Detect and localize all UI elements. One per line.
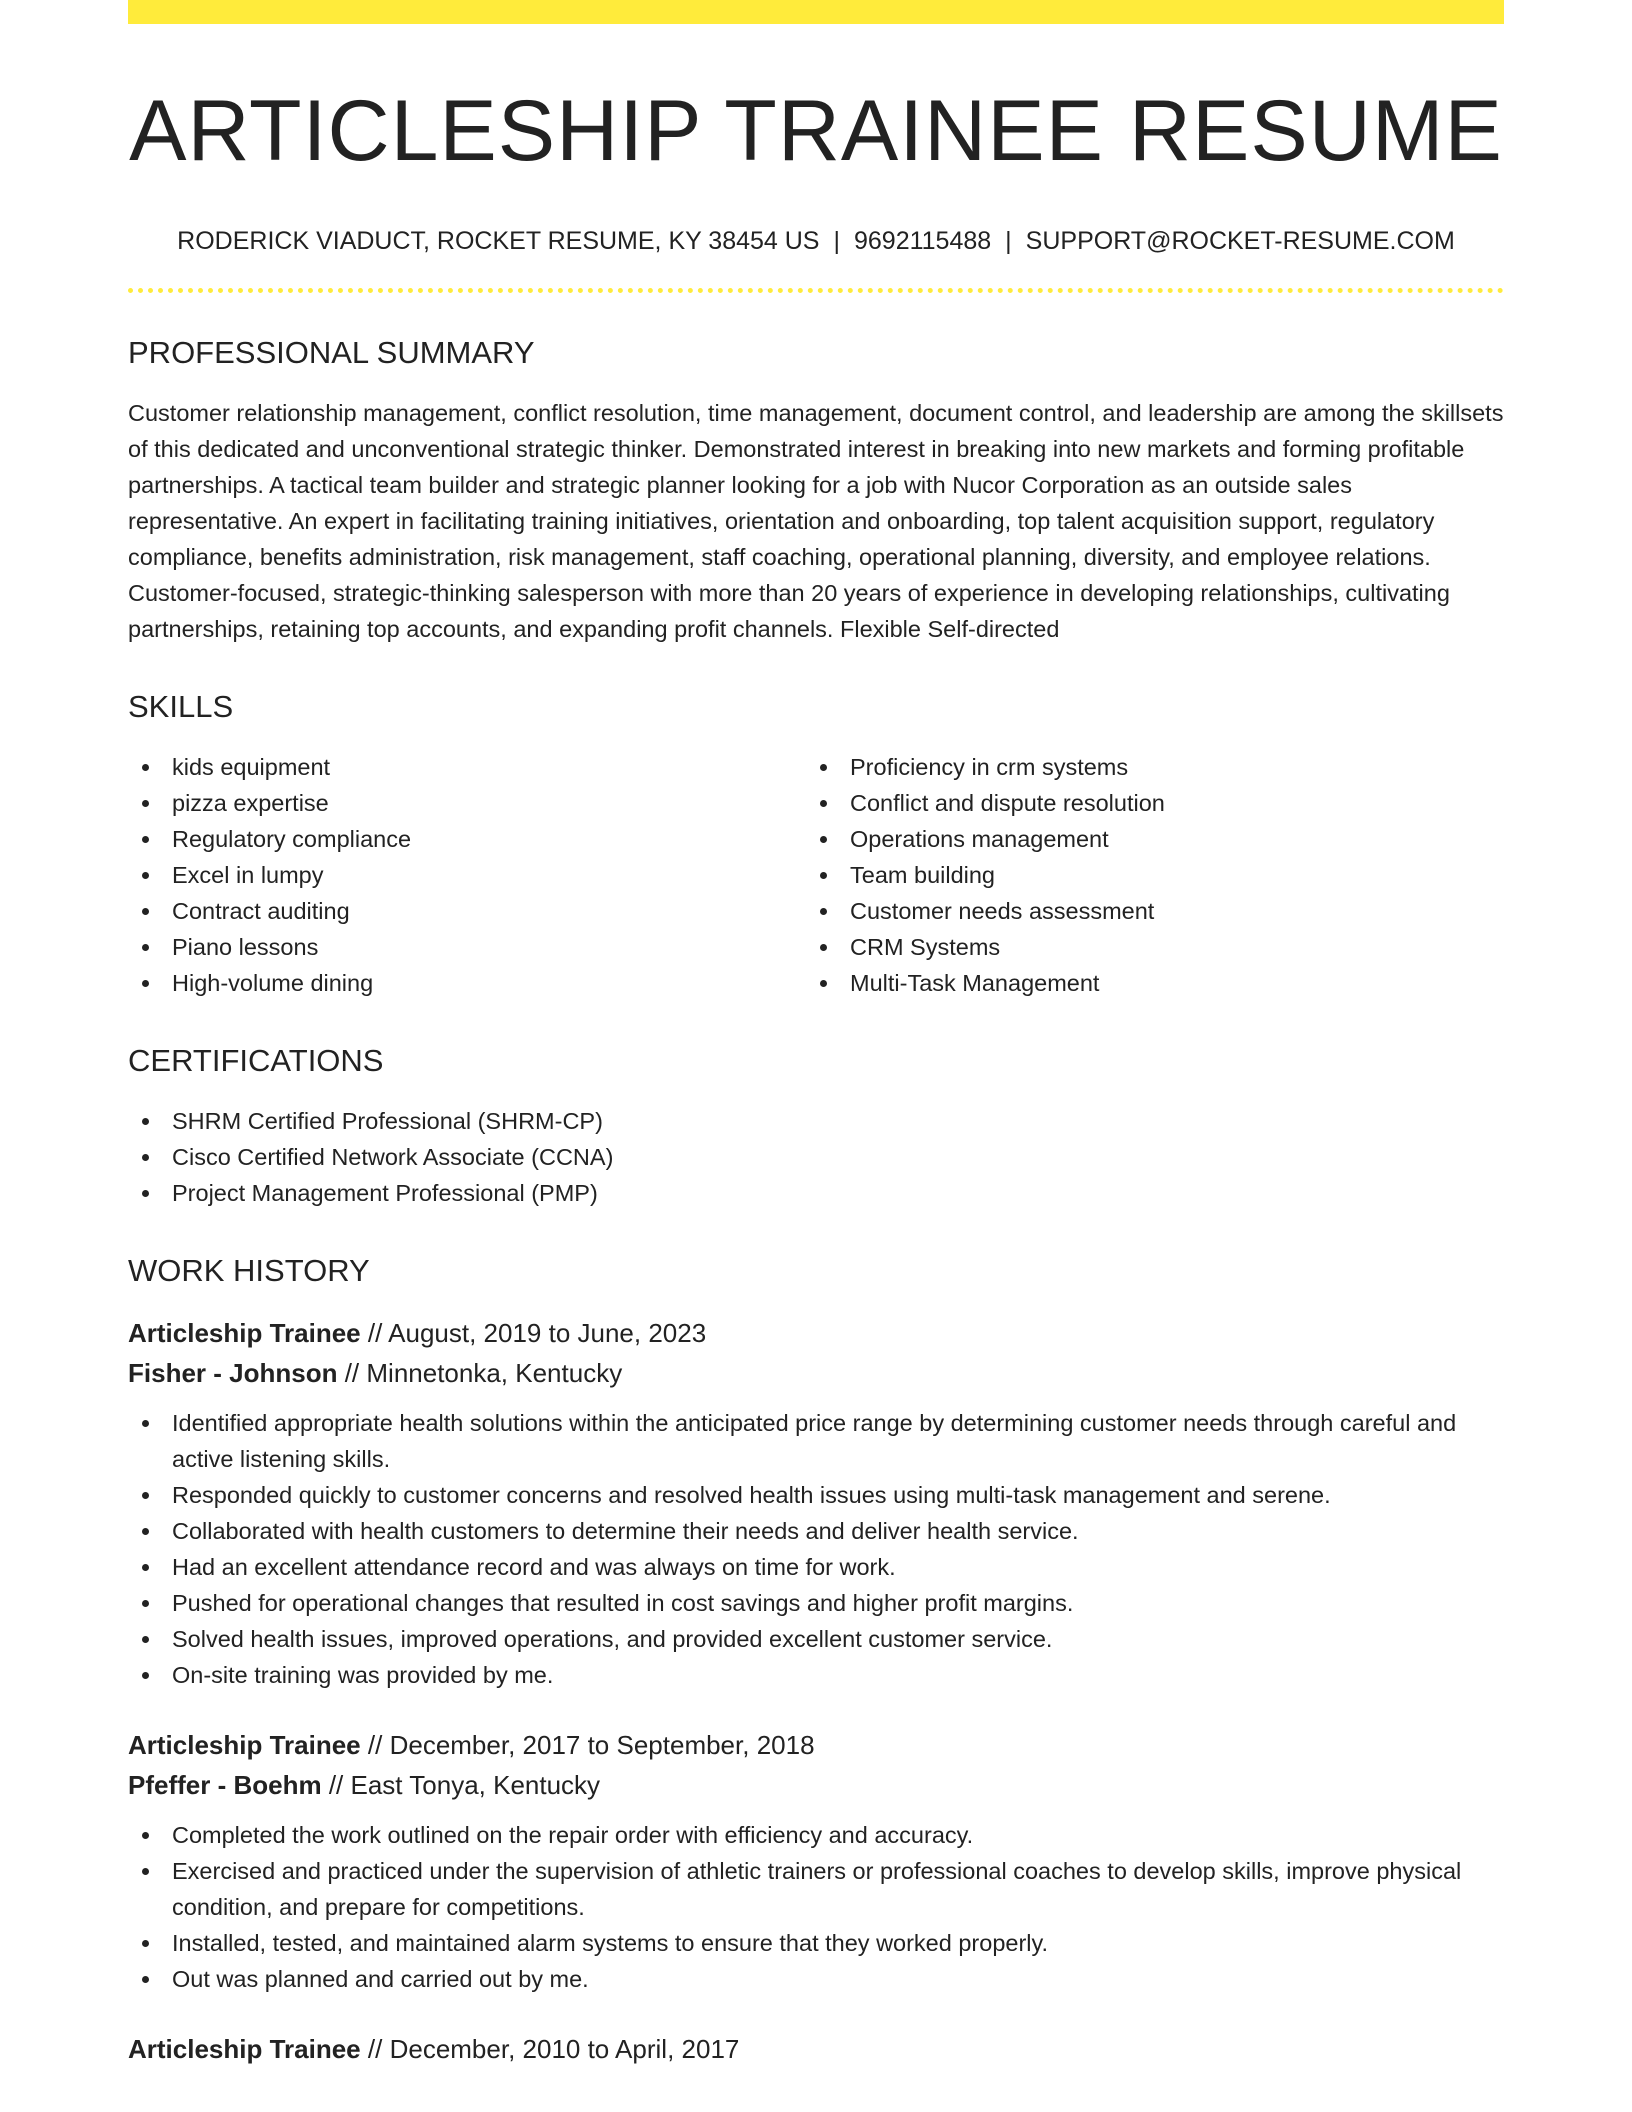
contact-address: RODERICK VIADUCT, ROCKET RESUME, KY 38454 US xyxy=(177,226,820,255)
skill-item: Proficiency in crm systems xyxy=(806,749,1484,785)
skill-item: Regulatory compliance xyxy=(128,821,806,857)
job-duty: Installed, tested, and maintained alarm systems to ensure that they worked properly. xyxy=(128,1925,1504,1961)
skills-heading: SKILLS xyxy=(128,688,234,724)
skills-list-right xyxy=(806,749,1484,1001)
summary-heading: PROFESSIONAL SUMMARY xyxy=(128,334,535,370)
skill-item: Multi-Task Management xyxy=(806,965,1484,1001)
work-history-heading: WORK HISTORY xyxy=(128,1252,370,1288)
job-separator: // xyxy=(367,2033,383,2064)
job-title-line xyxy=(128,1725,1504,1765)
contact-phone: 9692115488 xyxy=(853,226,992,255)
resume-title: ARTICLESHIP TRAINEE RESUME xyxy=(129,83,1503,179)
job-title: Articleship Trainee xyxy=(128,1729,361,1760)
job-duties-list xyxy=(128,1817,1504,1997)
skill-item: Piano lessons xyxy=(128,929,806,965)
certification-item: SHRM Certified Professional (SHRM-CP) xyxy=(128,1103,1504,1139)
skill-item: kids equipment xyxy=(128,749,806,785)
skills-columns xyxy=(128,749,1504,1001)
job-dates: December, 2010 to April, 2017 xyxy=(389,2033,740,2064)
job-dates: December, 2017 to September, 2018 xyxy=(389,1729,815,1760)
job-company: Pfeffer - Boehm xyxy=(128,1769,322,1800)
skill-item: CRM Systems xyxy=(806,929,1484,965)
job-duty: Out was planned and carried out by me. xyxy=(128,1961,1504,1997)
certifications-list xyxy=(128,1103,1504,1211)
contact-separator: | xyxy=(1005,226,1012,255)
accent-bar xyxy=(128,0,1504,24)
resume-page xyxy=(128,0,1504,2069)
skills-list-left xyxy=(128,749,806,1001)
skill-item: pizza expertise xyxy=(128,785,806,821)
job-company: Fisher - Johnson xyxy=(128,1357,338,1388)
skill-item: Contract auditing xyxy=(128,893,806,929)
job-duty: Exercised and practiced under the supervision of athletic trainers or professional coaches to develop skills, improve physical condition, and prepare for competitions. xyxy=(128,1853,1504,1925)
skill-item: Team building xyxy=(806,857,1484,893)
job-company-line xyxy=(128,1765,1504,1805)
job-duty: Identified appropriate health solutions within the anticipated price range by determining customer needs through careful and active listening skills. xyxy=(128,1405,1504,1477)
job-duty: Solved health issues, improved operations, and provided excellent customer service. xyxy=(128,1621,1504,1657)
job-duties-list xyxy=(128,1405,1504,1693)
dotted-divider xyxy=(128,288,1504,293)
job-title-line xyxy=(128,2029,1504,2069)
job-title-line xyxy=(128,1313,1504,1353)
skill-item: Operations management xyxy=(806,821,1484,857)
job-separator: // xyxy=(328,1769,344,1800)
skill-item: Conflict and dispute resolution xyxy=(806,785,1484,821)
job-title: Articleship Trainee xyxy=(128,2033,361,2064)
job-duty: Collaborated with health customers to determine their needs and deliver health service. xyxy=(128,1513,1504,1549)
job-title: Articleship Trainee xyxy=(128,1317,361,1348)
job-entry xyxy=(128,1313,1504,1693)
job-company-line xyxy=(128,1353,1504,1393)
contact-line xyxy=(128,227,1504,256)
job-duty: Completed the work outlined on the repair order with efficiency and accuracy. xyxy=(128,1817,1504,1853)
summary-text: Customer relationship management, conflict resolution, time management, document control, and leadership are among the skillsets of this dedicated and unconventional strategic thinker. Demonstrated interest in breaking into new markets and forming profitable partnerships. A tactical team builder and strategic planner looking for a job with Nucor Corporation as an outside sales representative. An expert in facilitating training initiatives, orientation and onboarding, top talent acquisition support, regulatory compliance, benefits administration, risk management, staff coaching, operational planning, diversity, and employee relations. Customer-focused, strategic-thinking salesperson with more than 20 years of experience in developing relationships, cultivating partnerships, retaining top accounts, and expanding profit channels. Flexible Self-directed xyxy=(128,399,1504,642)
job-entry xyxy=(128,2029,1504,2069)
job-duty: On-site training was provided by me. xyxy=(128,1657,1504,1693)
certification-item: Cisco Certified Network Associate (CCNA) xyxy=(128,1139,1504,1175)
job-entry xyxy=(128,1725,1504,1997)
job-separator: // xyxy=(367,1729,383,1760)
job-duty: Pushed for operational changes that resulted in cost savings and higher profit margins. xyxy=(128,1585,1504,1621)
job-separator: // xyxy=(367,1317,383,1348)
skill-item: Excel in lumpy xyxy=(128,857,806,893)
job-location: Minnetonka, Kentucky xyxy=(366,1357,623,1388)
job-location: East Tonya, Kentucky xyxy=(350,1769,601,1800)
contact-email: SUPPORT@ROCKET-RESUME.COM xyxy=(1025,226,1455,255)
job-duty: Had an excellent attendance record and was always on time for work. xyxy=(128,1549,1504,1585)
job-separator: // xyxy=(344,1357,360,1388)
certifications-heading: CERTIFICATIONS xyxy=(128,1042,384,1078)
job-dates: August, 2019 to June, 2023 xyxy=(388,1317,707,1348)
skill-item: High-volume dining xyxy=(128,965,806,1001)
job-duty: Responded quickly to customer concerns and resolved health issues using multi-task management and serene. xyxy=(128,1477,1504,1513)
certification-item: Project Management Professional (PMP) xyxy=(128,1175,1504,1211)
skill-item: Customer needs assessment xyxy=(806,893,1484,929)
contact-separator: | xyxy=(833,226,840,255)
